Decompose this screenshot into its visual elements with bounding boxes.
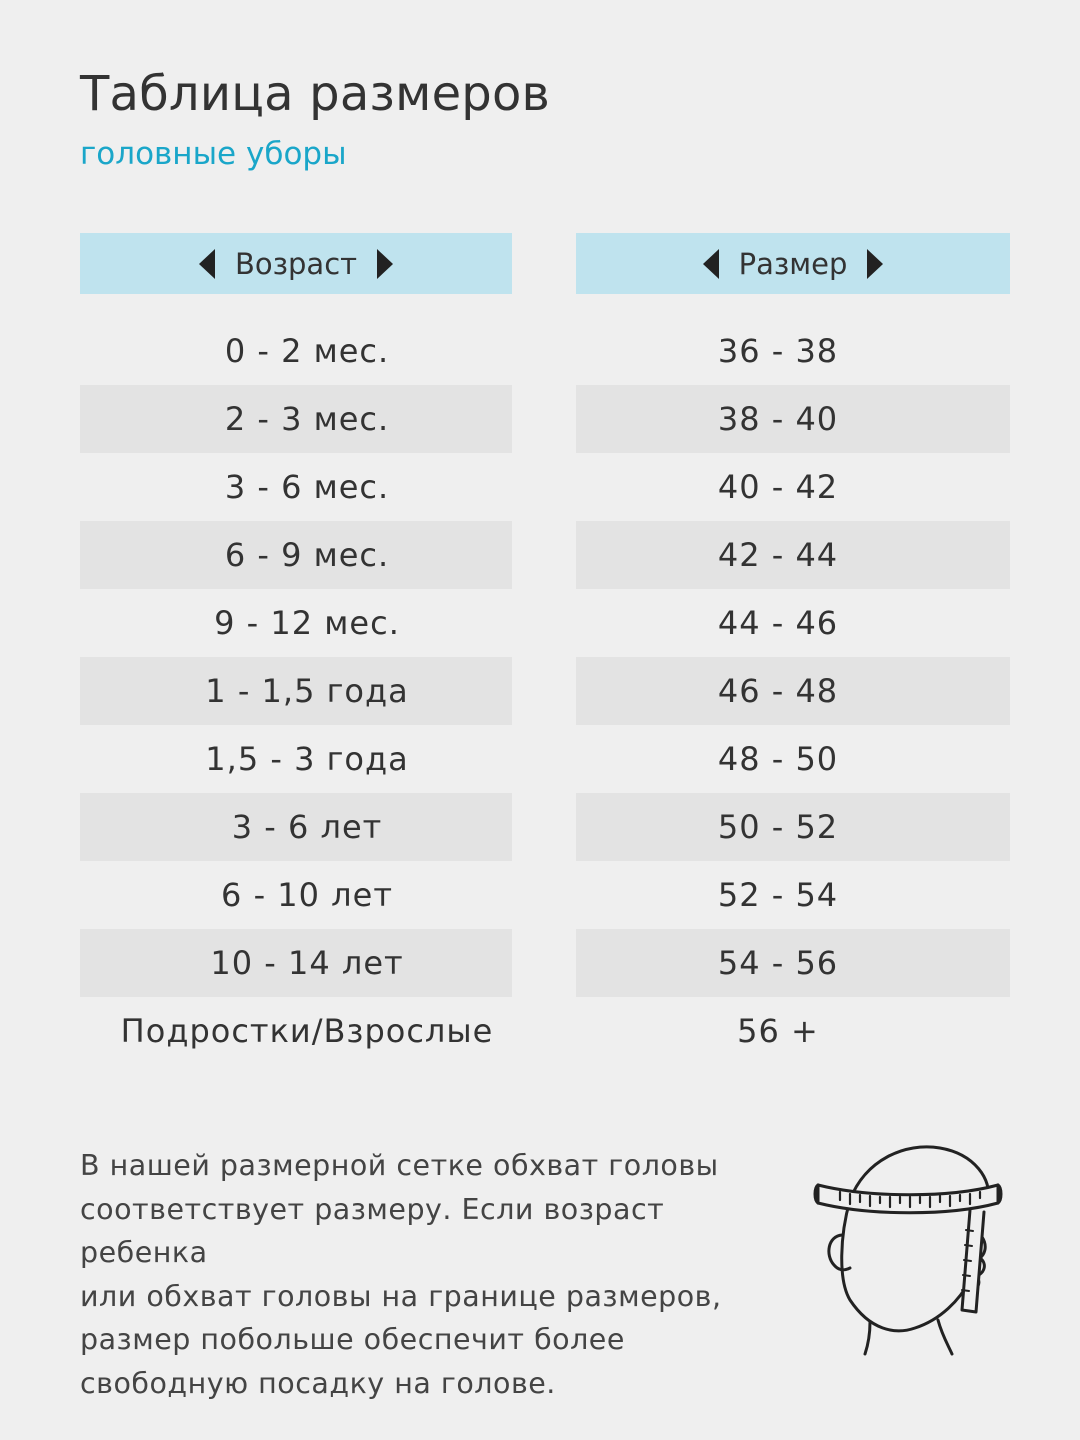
size-cell: 52 - 54 xyxy=(717,876,839,914)
note-line: В нашей размерной сетке обхват головы xyxy=(80,1149,719,1182)
size-cell: 42 - 44 xyxy=(576,521,1010,589)
age-column-header xyxy=(80,233,512,294)
size-cell: 44 - 46 xyxy=(717,604,839,642)
page-subtitle: головные уборы xyxy=(80,136,347,172)
age-cell: 0 - 2 мес. xyxy=(224,332,390,370)
triangle-right-icon xyxy=(867,249,883,279)
size-cell: 50 - 52 xyxy=(576,793,1010,861)
age-column xyxy=(80,233,512,1065)
age-cell: 3 - 6 лет xyxy=(80,793,512,861)
size-cell: 56 + xyxy=(737,1012,819,1050)
age-cell: 1,5 - 3 года xyxy=(205,740,409,778)
age-cell: 1 - 1,5 года xyxy=(80,657,512,725)
size-note xyxy=(80,1144,800,1405)
size-cell: 54 - 56 xyxy=(576,929,1010,997)
note-line: или обхват головы на границе размеров, xyxy=(80,1279,722,1313)
size-rows xyxy=(576,317,1010,1065)
triangle-left-icon xyxy=(703,249,719,279)
note-line: свободную посадку на голове. xyxy=(80,1366,556,1400)
age-cell: 9 - 12 мес. xyxy=(214,604,400,642)
page-title: Таблица размеров xyxy=(80,66,551,122)
age-cell: 2 - 3 мес. xyxy=(80,385,512,453)
age-header-label: Возраст xyxy=(234,246,358,281)
size-header-label: Размер xyxy=(738,246,848,281)
size-column-header xyxy=(576,233,1010,294)
age-rows xyxy=(80,317,512,1065)
age-cell: 10 - 14 лет xyxy=(80,929,512,997)
triangle-right-icon xyxy=(377,249,393,279)
size-cell: 48 - 50 xyxy=(717,740,839,778)
size-cell: 46 - 48 xyxy=(576,657,1010,725)
age-cell: 6 - 10 лет xyxy=(221,876,393,914)
size-cell: 36 - 38 xyxy=(717,332,839,370)
age-cell: Подростки/Взрослые xyxy=(120,1012,494,1050)
note-line: соответствует размеру. Если возраст ребенка xyxy=(80,1192,665,1269)
note-line: размер побольше обеспечит более xyxy=(80,1323,625,1356)
size-column xyxy=(576,233,1010,1065)
head-measuring-tape-icon xyxy=(810,1140,1010,1360)
size-cell: 38 - 40 xyxy=(576,385,1010,453)
age-cell: 6 - 9 мес. xyxy=(80,521,512,589)
age-cell: 3 - 6 мес. xyxy=(224,468,390,506)
triangle-left-icon xyxy=(199,249,215,279)
size-cell: 40 - 42 xyxy=(717,468,839,506)
